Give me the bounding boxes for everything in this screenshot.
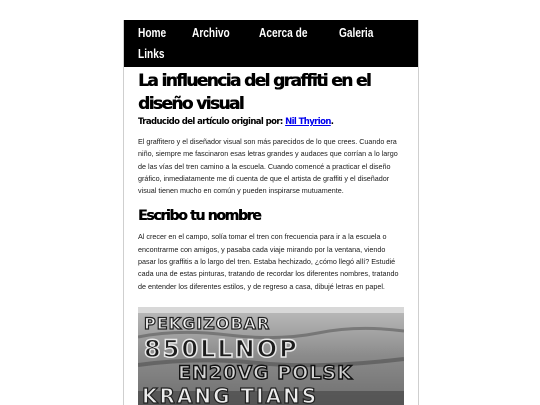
graffiti-tag-2: 850LLNOP bbox=[144, 335, 299, 363]
byline-prefix: Traducido del artículo original por: bbox=[138, 117, 286, 127]
graffiti-tag-3: EN20VG POLSK bbox=[178, 362, 353, 384]
graffiti-photo bbox=[138, 307, 404, 405]
nav-archivo-link[interactable]: Archivo bbox=[192, 25, 230, 40]
graffiti-tag-4: KRANG TIANS bbox=[142, 384, 319, 405]
article-body bbox=[124, 67, 418, 293]
nav-links-link[interactable]: Links bbox=[138, 46, 165, 61]
nav-home-link[interactable]: Home bbox=[138, 25, 167, 40]
graffiti-tag-1: PEKGIZOBAR bbox=[144, 314, 271, 333]
section-paragraph: Al crecer en el campo, solía tomar el tren con frecuencia para ir a la escuela o encontrarme con amigos, y pasaba cada viaje mirando por la ventana, viendo pasar los graffitis a lo largo del tren. Estaba hechizado, ¿cómo llegó allí? Estudié cada una de estas pinturas, tratando de recordar los diferentes nombres, tratando de entender los diferentes estilos, y de regreso a casa, dibujé letras en papel. bbox=[138, 232, 399, 291]
main-nav bbox=[124, 20, 418, 67]
article-title: La influencia del graffiti en el diseño visual bbox=[138, 71, 371, 114]
nav-galeria-link[interactable]: Galeria bbox=[338, 25, 374, 40]
section-heading: Escribo tu nombre bbox=[138, 208, 261, 225]
page-container bbox=[123, 20, 419, 405]
byline-suffix: . bbox=[330, 117, 334, 127]
author-link[interactable]: Nil Thyrion bbox=[285, 117, 331, 127]
intro-paragraph: El graffitero y el diseñador visual son más parecidos de lo que crees. Cuando era niño, siempre me fascinaron esas letras grandes y audaces que corrían a lo largo de las vías del tren camino a la escuela. Cuando comencé a practicar el diseño gráfico, inmediatamente me di cuenta de que el artista de graffiti y el diseñador visual tienen mucho en común y pueden inspirarse mutuamente. bbox=[138, 137, 398, 196]
nav-acerca-link[interactable]: Acerca de bbox=[258, 25, 308, 40]
article-byline bbox=[138, 116, 404, 128]
